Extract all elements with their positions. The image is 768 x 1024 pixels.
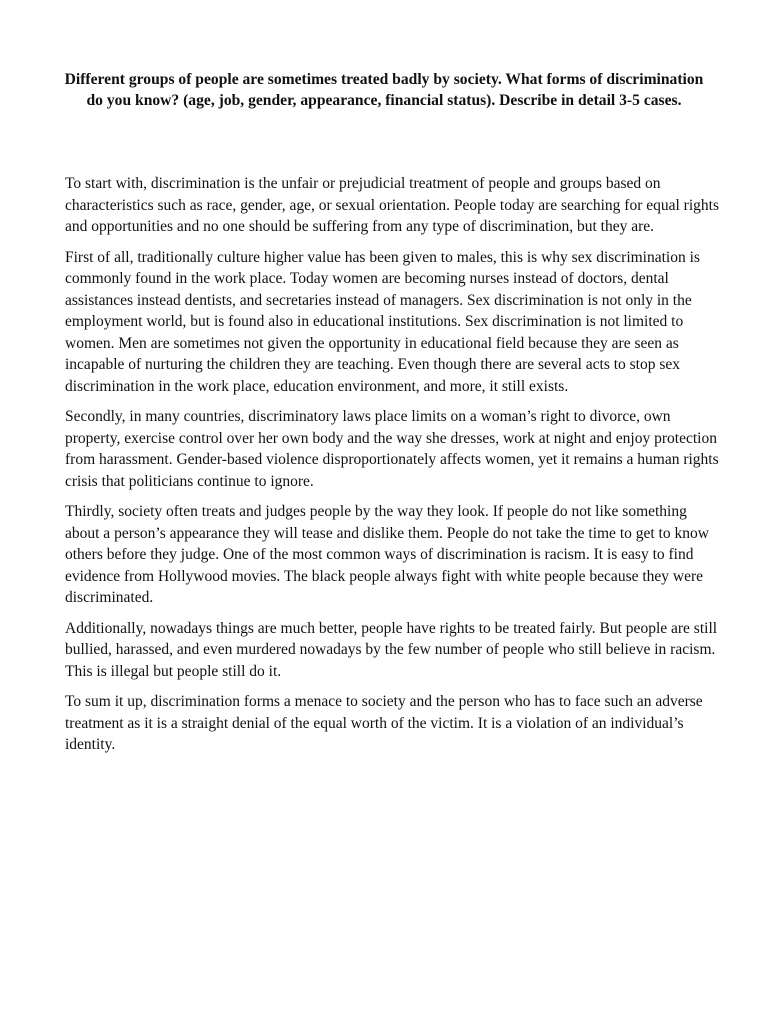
paragraph-third: Thirdly, society often treats and judges people by the way they look. If people do not like something about a person’s appearance they will tease and dislike them. People do not take the time to get to know others before they judge. One of the most common ways of discrimination is racism. It is easy to find evidence from Hollywood movies. The black people always fight with white people because they were discriminated. [65, 503, 709, 606]
paragraph-first: First of all, traditionally culture higher value has been given to males, this is why sex discrimination is commonly found in the work place. Today women are becoming nurses instead of doctors, dental assistances instead dentists, and secretaries instead of managers. Sex discrimination is not only in the employment world, but is found also in educational institutions. Sex discrimination is not limited to women. Men are sometimes not given the opportunity in educational field because they are seen as incapable of nurturing the children they are teaching. Even though there are several acts to stop sex discrimination in the work place, education environment, and more, it still exists. [65, 248, 700, 395]
paragraph-additionally: Additionally, nowadays things are much better, people have rights to be treated fairly. But people are still bullied, harassed, and even murdered nowadays by the few number of people who still believe in racism. This is illegal but people still do it. [65, 619, 718, 680]
document-body [65, 173, 725, 765]
document-title: Different groups of people are sometimes treated badly by society. What forms of discrimination do you know? (age, job, gender, appearance, financial status). Describe in detail 3-5 cases. [64, 71, 704, 109]
paragraph-conclusion: To sum it up, discrimination forms a menace to society and the person who has to face such an adverse treatment as it is a straight denial of the equal worth of the victim. It is a violation of an individual’s identity. [65, 693, 703, 753]
paragraph-second: Secondly, in many countries, discriminatory laws place limits on a woman’s right to divorce, own property, exercise control over her own body and the way she dresses, work at night and enjoy protection from harassment. Gender-based violence disproportionately affects women, yet it remains a human rights crisis that politicians continue to ignore. [65, 408, 719, 490]
paragraph-intro: To start with, discrimination is the unfair or prejudicial treatment of people and groups based on characteristics such as race, gender, age, or sexual orientation. People today are searching for equal rights and opportunities and no one should be suffering from any type of discrimination, but they are. [65, 175, 719, 235]
